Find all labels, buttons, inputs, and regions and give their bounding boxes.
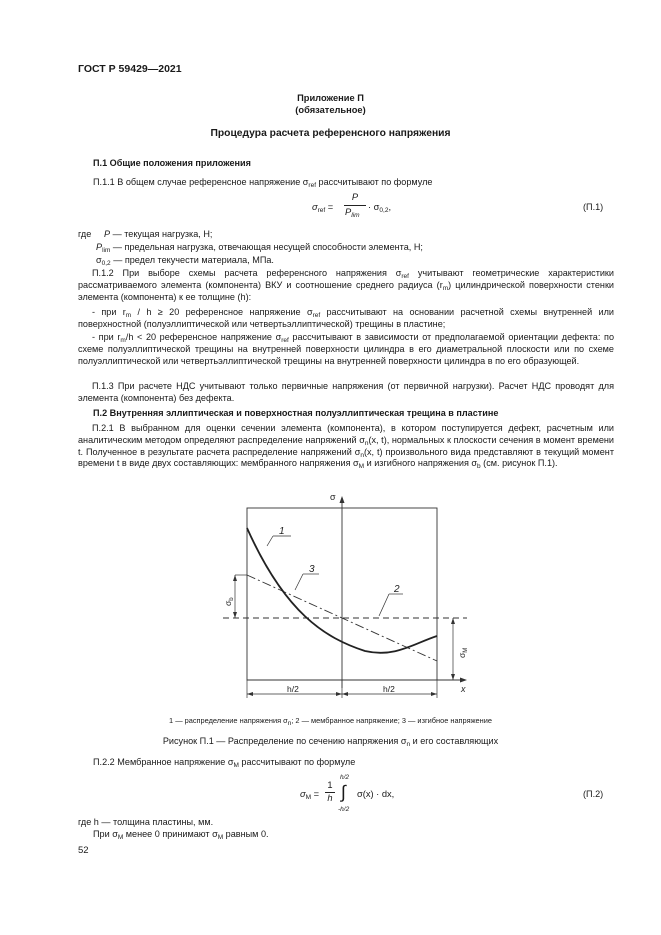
sigma-b-label — [223, 597, 235, 606]
curve-label-3: 3 — [309, 564, 315, 575]
paragraph-p111: П.1.1 В общем случае референсное напряжение $\sigma_{ref}$ рассчитывают по формуле — [93, 177, 433, 189]
sigma-axis-arrow — [340, 496, 345, 503]
def-plim: $P_{lim}$ — предельная нагрузка, отвечающая несущей способности элемента, Н; — [96, 242, 423, 254]
x-axis-arrow — [460, 678, 467, 683]
half-thickness-left: h/2 — [287, 684, 299, 694]
paragraph-p112: П.1.2 При выборе схемы расчета референсного напряжения $\sigma_{ref}$ учитывают геометрические характеристики рассматриваемого элемента (компонента) ВКУ и соотношение среднего радиуса $(r_m)$ цилиндрической поверхности стенки элемента (компонента) к ее толщине (h): — [78, 268, 614, 302]
appendix-title: Приложение П — [297, 93, 364, 103]
appendix-heading: Процедура расчета референсного напряжения — [210, 128, 451, 139]
svg-text:σM: $\sigma_M$ — [457, 647, 469, 658]
equation-p2: $\sigma_M$ = 1 h ∫ h/2 -h/2 σ(x) · dx, — [300, 774, 395, 813]
stress-distribution-figure — [205, 488, 495, 708]
equation-p1: $\sigma_{ref}$ = P $P_{lim}$ · $\sigma_{0,2}$, — [312, 192, 392, 219]
sigma-m-label — [457, 648, 469, 658]
figure-legend: 1 — распределение напряжения $\sigma_n$; 2 — мембранное напряжение; 3 — изгибное напряжение — [169, 716, 492, 727]
paragraph-p221: П.2.1 В выбранном для оценки сечении элемента (компонента), в котором поступируется дефект, расчетным или аналитическим методом определяют распределение напряжений $\sigma_n(x$, t), нормальных к плоскости сечения в момент времени t. Полученное в результате расчета распределение напряжений $\sigma_n(x$, t) произвольного вида представляют в текущий момент времени t в виде двух составляющих: мембранного напряжения $\sigma_M$ и изгибного напряжения $\sigma_b$ (см. рисунок П.1). — [78, 423, 614, 471]
bullet-r-ge-20: - при $r_m / h \ge 20$ референсное напряжение $\sigma_{ref}$ рассчитывают на основании расчетной схемы внутренней или поверхностной (полуэллиптической или четвертьэллиптической) трещины в пластине; — [78, 307, 614, 329]
where-label: где — [78, 229, 92, 239]
def-sigma02: $\sigma_{0,2}$ — предел текучести материала, МПа. — [96, 255, 274, 267]
document-code: ГОСТ Р 59429—2021 — [78, 63, 182, 75]
figure-caption: Рисунок П.1 — Распределение по сечению напряжения $\sigma_n$ и его составляющих — [162, 736, 499, 748]
svg-text:σb: $\sigma_b$ — [223, 597, 235, 606]
appendix-status: (обязательное) — [295, 105, 366, 115]
def-p: P — текущая нагрузка, Н; — [104, 229, 213, 239]
sigma-axis-label: σ — [330, 492, 336, 502]
curve-label-1: 1 — [279, 526, 285, 537]
half-thickness-right: h/2 — [383, 684, 395, 694]
section-p1-heading: П.1 Общие положения приложения — [93, 158, 251, 168]
curve-label-2: 2 — [394, 584, 400, 595]
x-axis-label: x — [461, 684, 466, 694]
paragraph-p113: П.1.3 При расчете НДС учитывают только первичные напряжения (от первичной нагрузки). Расчет НДС проводят для элемента (компонента) без дефекта. — [78, 381, 614, 403]
equation-number-p1: (П.1) — [583, 202, 604, 212]
section-p2-heading: П.2 Внутренняя эллиптическая и поверхностная полуэллиптическая трещина в пластине — [93, 408, 499, 418]
def-h: где h — толщина пластины, мм. — [78, 817, 214, 827]
membrane-rule: При $\sigma_M$ менее 0 принимают $\sigma_M$ равным 0. — [93, 829, 269, 841]
equation-number-p2: (П.2) — [583, 789, 604, 799]
paragraph-p222: П.2.2 Мембранное напряжение $\sigma_M$ рассчитывают по формуле — [93, 757, 356, 769]
page-number: 52 — [78, 845, 89, 856]
bullet-r-lt-20: - при $r_m/h < 20$ референсное напряжение $\sigma_{ref}$ рассчитывают в зависимости от предполагаемой ориентации дефекта: по схеме полуэллиптической трещины на внутренней поверхности цилиндра в его диаметральной плоскости или по схеме полуэллиптической или четвертьэллиптической трещины на внутренней поверхности цилиндра в по его образующей. — [78, 332, 614, 366]
